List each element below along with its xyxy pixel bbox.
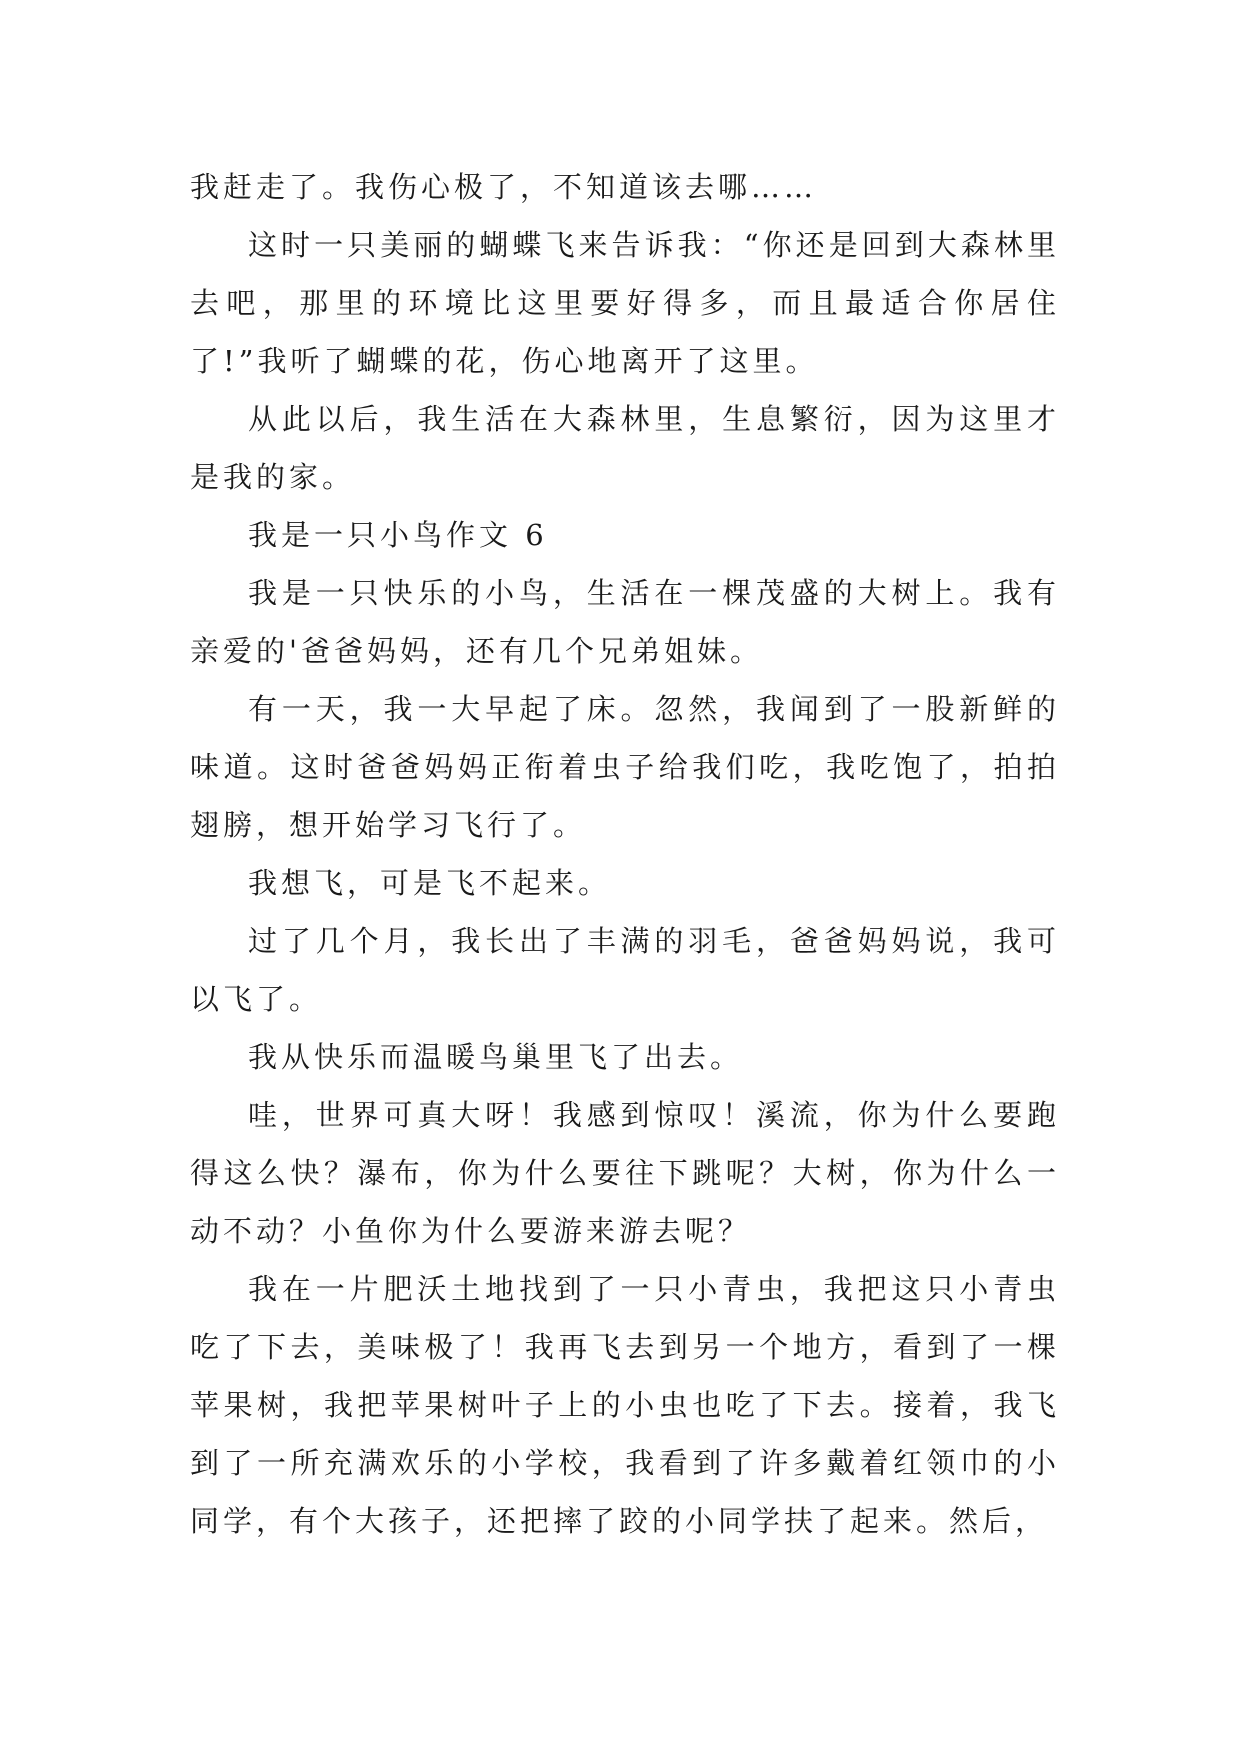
paragraph: 这时一只美丽的蝴蝶飞来告诉我：“你还是回到大森林里去吧，那里的环境比这里要好得多，而且最适合你居住了!”我听了蝴蝶的花，伤心地离开了这里。 [190, 228, 1060, 378]
paragraph-continuation: 我赶走了。我伤心极了，不知道该去哪…… [190, 170, 818, 204]
paragraph: 有一天，我一大早起了床。忽然，我闻到了一股新鲜的味道。这时爸爸妈妈正衔着虫子给我们吃，我吃饱了，拍拍翅膀，想开始学习飞行了。 [190, 692, 1060, 842]
paragraph: 从此以后，我生活在大森林里，生息繁衍，因为这里才是我的家。 [190, 402, 1060, 494]
paragraph: 我在一片肥沃土地找到了一只小青虫，我把这只小青虫吃了下去，美味极了！我再飞去到另一个地方，看到了一棵苹果树，我把苹果树叶子上的小虫也吃了下去。接着，我飞到了一所充满欢乐的小学校，我看到了许多戴着红领巾的小同学，有个大孩子，还把摔了跤的小同学扶了起来。然后， [190, 1272, 1060, 1538]
paragraph: 我想飞，可是飞不起来。 [248, 866, 612, 900]
essay-heading: 我是一只小鸟作文 6 [248, 518, 548, 552]
paragraph: 我是一只快乐的小鸟，生活在一棵茂盛的大树上。我有亲爱的'爸爸妈妈，还有几个兄弟姐妹。 [190, 576, 1060, 668]
paragraph: 我从快乐而温暖鸟巢里飞了出去。 [248, 1040, 744, 1074]
essay-text [190, 158, 1060, 1550]
paragraph: 过了几个月，我长出了丰满的羽毛，爸爸妈妈说，我可以飞了。 [190, 924, 1060, 1016]
paragraph: 哇，世界可真大呀！我感到惊叹！溪流，你为什么要跑得这么快？瀑布，你为什么要往下跳呢？大树，你为什么一动不动？小鱼你为什么要游来游去呢？ [190, 1098, 1060, 1248]
